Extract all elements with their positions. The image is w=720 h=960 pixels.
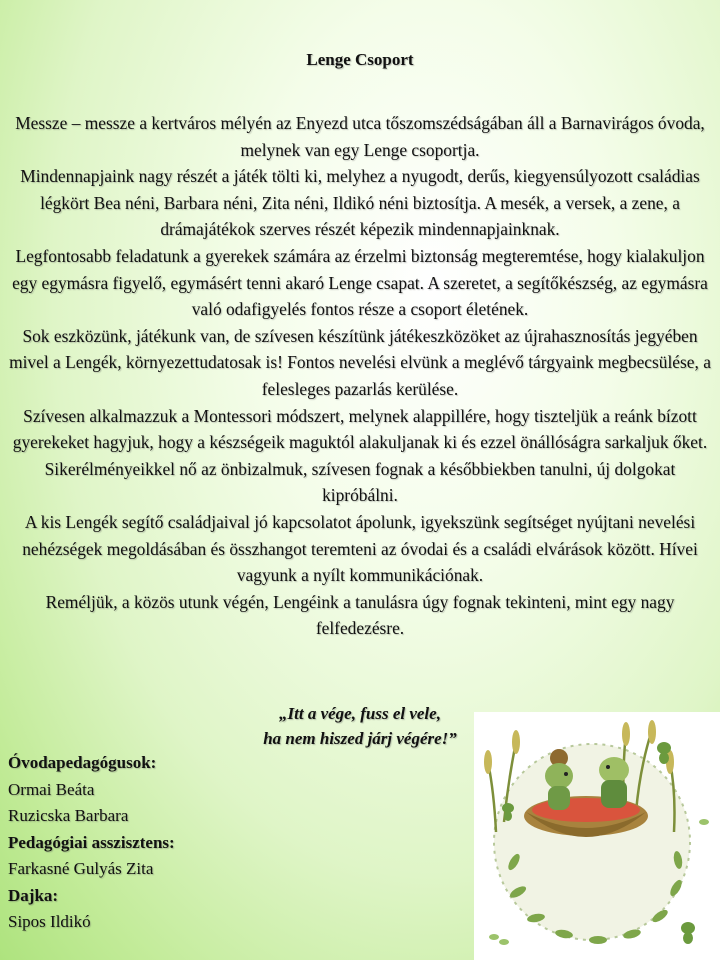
paragraph: Reméljük, a közös utunk végén, Lengéink a tanulásra úgy fognak tekinteni, mint egy nagy felfedezésre. (45, 591, 675, 639)
quote-line: „Itt a vége, fuss el vele, (279, 704, 441, 723)
staff-name: Sipos Ildikó (8, 912, 91, 931)
quote-line: ha nem hiszed járj végére!” (263, 728, 457, 748)
paragraph: Mindennapjaink nagy részét a játék tölti ki, melyhez a nyugodt, derűs, kiegyensúlyozott családias légkört Bea néni, Barbara néni, Zita néni, Ildikó néni biztosítja. A mesék, a versek, a zene, a drámajátékok szerves részét képezik mindennapjainknak. (20, 166, 700, 240)
paragraph: Szívesen alkalmazzuk a Montessori módszert, melynek alappillére, hogy tiszteljük a reánk bízott gyerekeket hagyjuk, hogy a készségeik maguktól alakuljanak ki és ezzel önállóságra sarkaljuk őket. Sikerélményeikkel nő az önbizalmuk, szívesen fognak a későbbiekben tanulni, új dolgokat kipróbálni. (12, 405, 708, 506)
closing-quote (230, 702, 490, 751)
staff-role: Pedagógiai asszisztens: (8, 832, 175, 852)
staff-name: Ormai Beáta (8, 779, 95, 799)
paragraph: Legfontosabb feladatunk a gyerekek számára az érzelmi biztonság megteremtése, hogy kialakuljon egy egymásra figyelő, egymásért tenni akaró Lenge csapat. A szeretet, a segítőkészség, az egymásra való odafigyelés fontos része a csoport életének. (12, 245, 708, 320)
paragraph: Sok eszközünk, játékunk van, de szívesen készítünk játékeszközöket az újrahasznosítás jegyében mivel a Lengék, környezettudatosak is! Fontos nevelési elvünk a meglévő tárgyaink megbecsülése, a felesleges pazarlás kerülése. (9, 325, 711, 399)
paragraph: A kis Lengék segítő családjaival jó kapcsolatot ápolunk, igyekszünk segítséget nyújtani nevelési nehézségek megoldásában és összhangot teremteni az óvodai és a családi elvárások között. Hívei vagyunk a nyílt kommunikációnak. (22, 511, 698, 586)
body-text (8, 110, 712, 642)
staff-role: Dajka: (8, 885, 59, 905)
staff-list (8, 750, 175, 936)
staff-role: Óvodapedagógusok: (8, 753, 157, 772)
staff-name: Farkasné Gulyás Zita (8, 859, 154, 878)
staff-name: Ruzicska Barbara (8, 806, 129, 825)
paragraph: Messze – messze a kertváros mélyén az Enyezd utca tőszomszédságában áll a Barnavirágos óvoda, melynek van egy Lenge csoportja. (15, 113, 705, 160)
frog-boat-illustration (474, 712, 720, 960)
page-title: Lenge Csoport (306, 50, 414, 69)
